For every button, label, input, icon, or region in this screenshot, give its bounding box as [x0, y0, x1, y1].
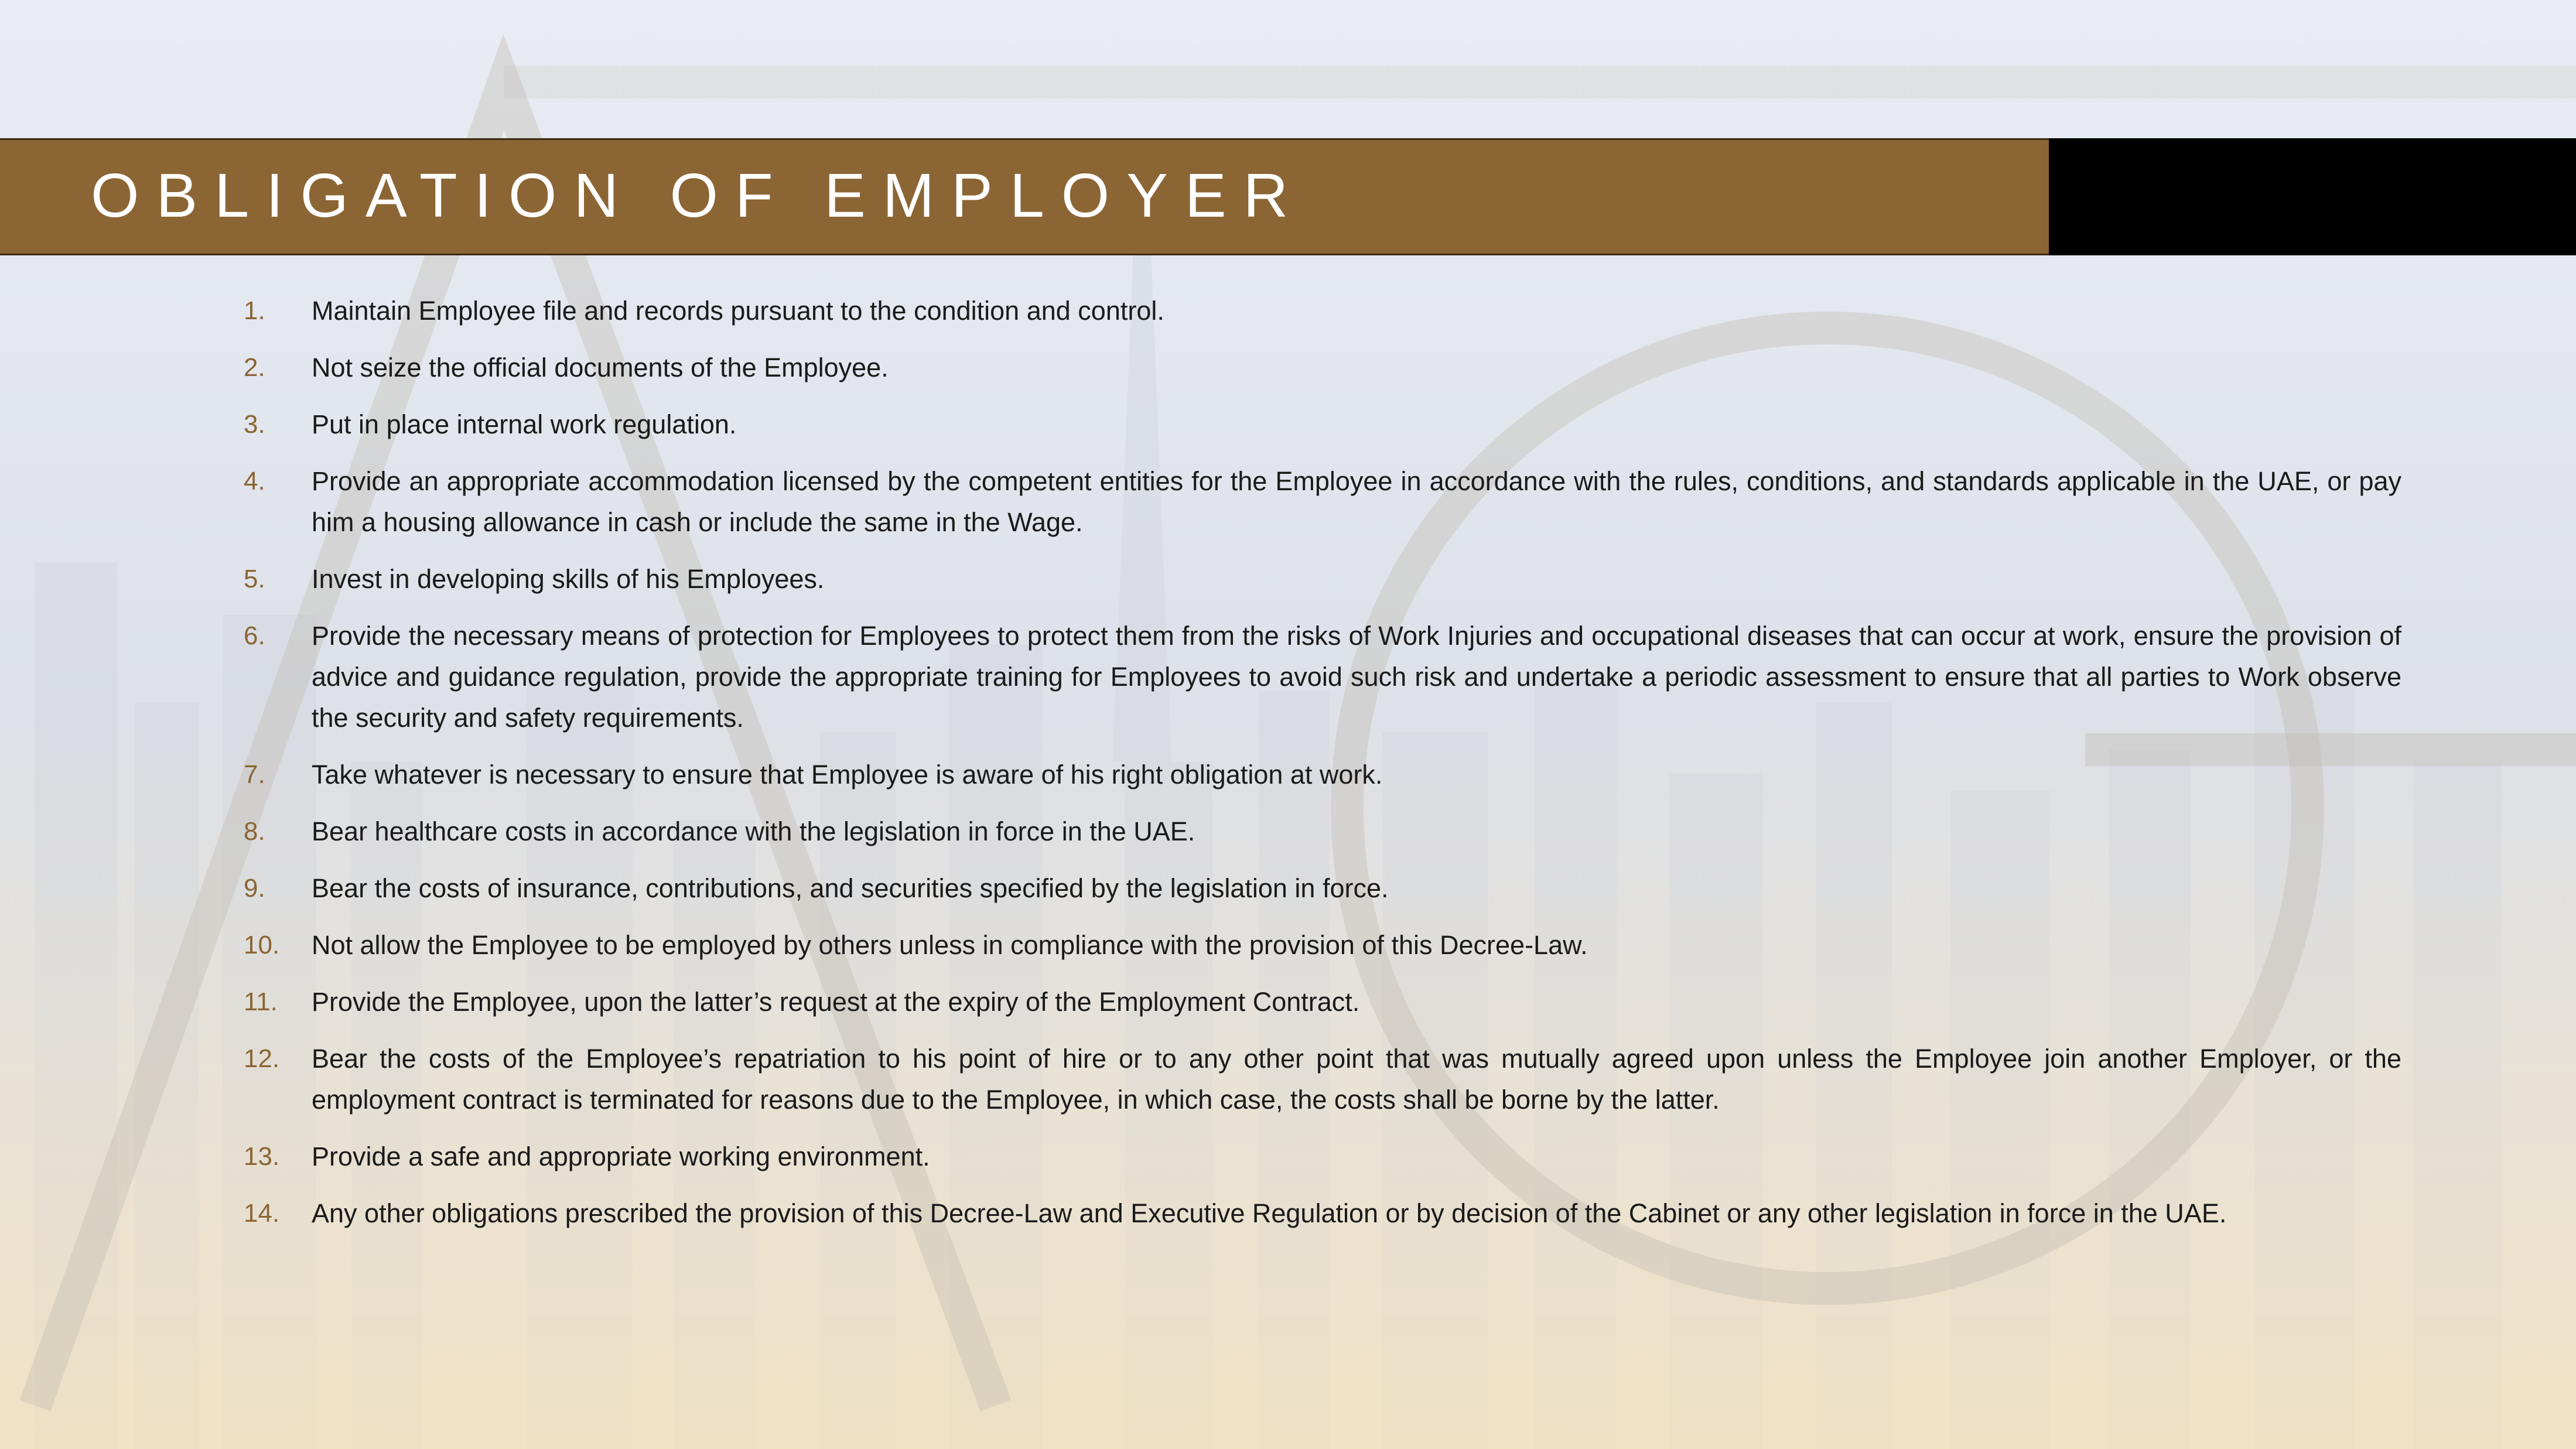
list-item [240, 868, 2401, 909]
list-item-number: 14. [244, 1199, 280, 1228]
list-item-number: 8. [244, 817, 265, 846]
title-banner-black-block [2049, 138, 2576, 255]
list-item-text: Provide an appropriate accommodation licensed by the competent entities for the Employee in accordance with the rules, conditions, and standards applicable in the UAE, or pay him a housing allowance in cash or include the same in the Wage. [312, 466, 2401, 537]
list-item-text: Any other obligations prescribed the provision of this Decree-Law and Executive Regulation or by decision of the Cabinet or any other legislation in force in the UAE. [312, 1198, 2227, 1228]
list-item [240, 291, 2401, 332]
list-item [240, 1136, 2401, 1177]
list-item-text: Invest in developing skills of his Employees. [312, 564, 825, 594]
list-item-number: 10. [244, 931, 280, 959]
list-item [240, 616, 2401, 739]
list-item-number: 1. [244, 296, 265, 325]
list-item-number: 9. [244, 874, 265, 903]
list-item-text: Put in place internal work regulation. [312, 409, 737, 439]
list-item [240, 559, 2401, 600]
list-item-number: 2. [244, 353, 265, 382]
list-item-text: Not seize the official documents of the Employee. [312, 353, 889, 382]
list-item [240, 1038, 2401, 1120]
list-item [240, 1193, 2401, 1234]
list-item-number: 5. [244, 565, 265, 593]
list-item [240, 925, 2401, 966]
list-item [240, 811, 2401, 852]
list-item [240, 982, 2401, 1023]
list-item-number: 11. [244, 987, 278, 1016]
obligations-list [240, 291, 2401, 1250]
list-item-text: Provide a safe and appropriate working environment. [312, 1142, 930, 1171]
list-item-text: Bear healthcare costs in accordance with the legislation in force in the UAE. [312, 816, 1195, 846]
list-item-text: Maintain Employee file and records pursuant to the condition and control. [312, 296, 1164, 326]
list-item [240, 461, 2401, 543]
list-item-text: Bear the costs of the Employee’s repatriation to his point of hire or to any other point that was mutually agreed upon unless the Employee join another Employer, or the employment contract is terminated for reasons due to the Employee, in which case, the costs shall be borne by the latter. [312, 1044, 2401, 1115]
list-item-text: Bear the costs of insurance, contributions, and securities specified by the legislation in force. [312, 873, 1389, 903]
list-item-text: Provide the Employee, upon the latter’s request at the expiry of the Employment Contract. [312, 987, 1360, 1017]
list-item-text: Take whatever is necessary to ensure that Employee is aware of his right obligation at work. [312, 760, 1383, 790]
list-item-text: Not allow the Employee to be employed by others unless in compliance with the provision of this Decree-Law. [312, 930, 1588, 960]
list-item [240, 754, 2401, 795]
list-item [240, 347, 2401, 388]
list-item [240, 404, 2401, 445]
page-title: OBLIGATION OF EMPLOYER [91, 161, 1306, 230]
list-item-text: Provide the necessary means of protection for Employees to protect them from the risks of Work Injuries and occupational diseases that can occur at work, ensure the provision of advice and guidance regulation, provide the appropriate training for Employees to avoid such risk and undertake a periodic assessment to ensure that all parties to Work observe the security and safety requirements. [312, 621, 2401, 733]
list-item-number: 3. [244, 410, 265, 439]
list-item-number: 6. [244, 621, 265, 650]
list-item-number: 4. [244, 467, 265, 495]
list-item-number: 12. [244, 1044, 280, 1073]
list-item-number: 13. [244, 1142, 280, 1171]
list-item-number: 7. [244, 760, 265, 789]
